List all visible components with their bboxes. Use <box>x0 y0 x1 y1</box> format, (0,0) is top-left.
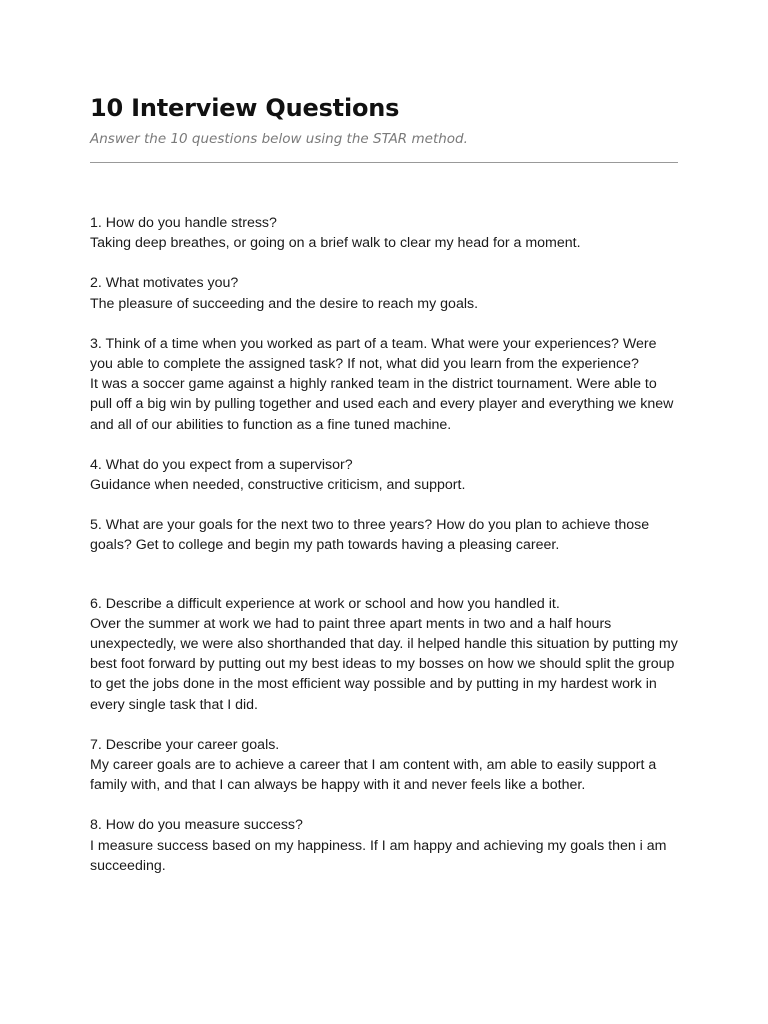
question-block-3 <box>90 334 682 435</box>
page-subtitle: Answer the 10 questions below using the STAR method. <box>90 131 468 147</box>
answer-text: It was a soccer game against a highly ranked team in the district tournament. Were able to pull off a big win by pulling together and used each and every player and everything we knew and all of our abilities to function as a fine tuned machine. <box>90 376 674 433</box>
divider <box>90 162 678 163</box>
document-page <box>90 92 682 896</box>
answer-text: Guidance when needed, constructive criticism, and support. <box>90 477 466 494</box>
question-text: 7. Describe your career goals. <box>90 736 280 753</box>
question-block-4 <box>90 455 682 495</box>
question-block-8 <box>90 815 682 876</box>
answer-text: Taking deep breathes, or going on a brief walk to clear my head for a moment. <box>90 235 581 252</box>
question-list <box>90 213 682 876</box>
question-text: 8. How do you measure success? <box>90 817 303 834</box>
question-text: 1. How do you handle stress? <box>90 215 277 231</box>
answer-text: Over the summer at work we had to paint three apart ments in two and a half hours unexpectedly, we were also shorthanded that day. il helped handle this situation by putting my best foot forward by putting out my best ideas to my bosses on how we should split the group to get the jobs done in the most efficient way possible and by putting in my hardest work in every single task that I did. <box>90 615 678 713</box>
question-block-7 <box>90 735 682 796</box>
question-block-2 <box>90 273 682 313</box>
question-text: 5. What are your goals for the next two to three years? How do you plan to achieve those goals? Get to college and begin my path towards having a pleasing career. <box>90 517 650 554</box>
answer-text: My career goals are to achieve a career that I am content with, am able to easily support a family with, and that I can always be happy with it and never feels like a bother. <box>90 757 657 794</box>
question-text: 6. Describe a difficult experience at work or school and how you handled it. <box>90 595 560 612</box>
question-text: 2. What motivates you? <box>90 275 239 292</box>
question-text: 4. What do you expect from a supervisor? <box>90 456 353 473</box>
question-block-6 <box>90 594 682 715</box>
question-block-5 <box>90 515 682 555</box>
answer-text: The pleasure of succeeding and the desire to reach my goals. <box>90 295 479 312</box>
page-title: 10 Interview Questions <box>90 94 400 122</box>
question-text: 3. Think of a time when you worked as part of a team. What were your experiences? Were you able to complete the assigned task? If not, what did you learn from the experience? <box>90 335 657 373</box>
answer-text: I measure success based on my happiness. If I am happy and achieving my goals then i am succeeding. <box>90 837 667 874</box>
question-block-1 <box>90 213 682 253</box>
